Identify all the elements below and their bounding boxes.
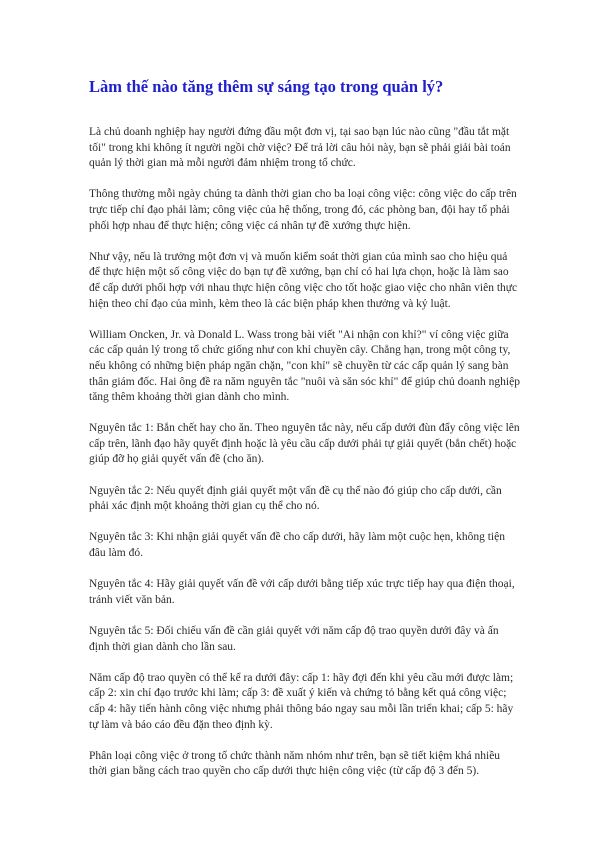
paragraph-intro: Là chủ doanh nghiệp hay người đứng đầu một đơn vị, tại sao bạn lúc nào cũng "đầu tắt mặt tối" trong khi không ít người ngồi chờ việc? Để trả lời câu hỏi này, bạn sẽ phải giải bài toán quản lý thời gian mà mỗi người đảm nhiệm trong tổ chức. <box>89 126 511 170</box>
paragraph-work-types: Thông thường mỗi ngày chúng ta dành thời gian cho ba loại công việc: công việc do cấp trên trực tiếp chỉ đạo phải làm; công việc của hệ thống, trong đó, các phòng ban, đội hay tổ phải phối hợp nhau để thực hiện; công việc cá nhân tự đề xướng thực hiện. <box>89 188 517 232</box>
paragraph-principle-4: Nguyên tắc 4: Hãy giải quyết vấn đề với cấp dưới bằng tiếp xúc trực tiếp hay qua điện thoại, tránh viết văn bản. <box>89 578 515 606</box>
paragraph-choices: Như vậy, nếu là trưởng một đơn vị và muốn kiểm soát thời gian của mình sao cho hiệu quả để thực hiện một số công việc do bạn tự đề xướng, bạn chỉ có hai lựa chọn, hoặc là làm sao để cấp dưới phối hợp với nhau thực hiện công việc cho tốt hoặc giao việc cho nhân viên thực hiện theo chỉ đạo của mình, kèm theo là các biện pháp khen thưởng và kỷ luật. <box>89 250 518 310</box>
paragraph-conclusion: Phân loại công việc ở trong tổ chức thành năm nhóm như trên, bạn sẽ tiết kiệm khá nhiều thời gian bằng cách trao quyền cho cấp dưới thực hiện công việc (từ cấp độ 3 đến 5). <box>89 749 501 778</box>
paragraph-principle-3: Nguyên tắc 3: Khi nhận giải quyết vấn đề cho cấp dưới, hãy làm một cuộc hẹn, không tiện đâu làm đó. <box>89 531 505 560</box>
paragraph-principle-2: Nguyên tắc 2: Nếu quyết định giải quyết một vấn đề cụ thể nào đó giúp cho cấp dưới, cần phải xác định một khoảng thời gian cụ thể cho nó. <box>89 484 502 513</box>
document-title: Làm thế nào tăng thêm sự sáng tạo trong quản lý? <box>89 77 444 96</box>
paragraph-principle-1: Nguyên tắc 1: Bắn chết hay cho ăn. Theo nguyên tắc này, nếu cấp dưới đùn đẩy công việc lên cấp trên, lãnh đạo hãy quyết định hoặc là yêu cầu cấp dưới phải tự giải quyết (bắn chết) hoặc giúp đỡ họ giải quyết vấn đề (cho ăn). <box>89 422 520 466</box>
paragraph-principle-5: Nguyên tắc 5: Đối chiếu vấn đề cần giải quyết với năm cấp độ trao quyền dưới đây và ấn định thời gian dành cho lần sau. <box>89 625 499 653</box>
document-body <box>89 125 521 796</box>
paragraph-delegation-levels: Năm cấp độ trao quyền có thể kể ra dưới đây: cấp 1: hãy đợi đến khi yêu cầu mới được làm; cấp 2: xin chỉ đạo trước khi làm; cấp 3: đề xuất ý kiến và chứng tỏ bằng kết quả công việc; cấp 4: hãy tiến hành công việc nhưng phải thông báo ngay sau mỗi lần triển khai; cấp 5: hãy tự làm và báo cáo đều đặn theo định kỳ. <box>89 671 514 731</box>
paragraph-monkey-metaphor: William Oncken, Jr. và Donald L. Wass trong bài viết "Ai nhận con khỉ?" ví công việc giữa các cấp quản lý trong tổ chức giống như con khỉ chuyền cây. Chẳng hạn, trong một công ty, nếu không có những biện pháp ngăn chặn, "con khỉ" sẽ chuyền từ các cấp quản lý sang bàn thân giám đốc. Hai ông đề ra năm nguyên tắc "nuôi và săn sóc khỉ" để giúp chủ doanh nghiệp tăng thêm khoảng thời gian dành cho mình. <box>89 328 520 404</box>
